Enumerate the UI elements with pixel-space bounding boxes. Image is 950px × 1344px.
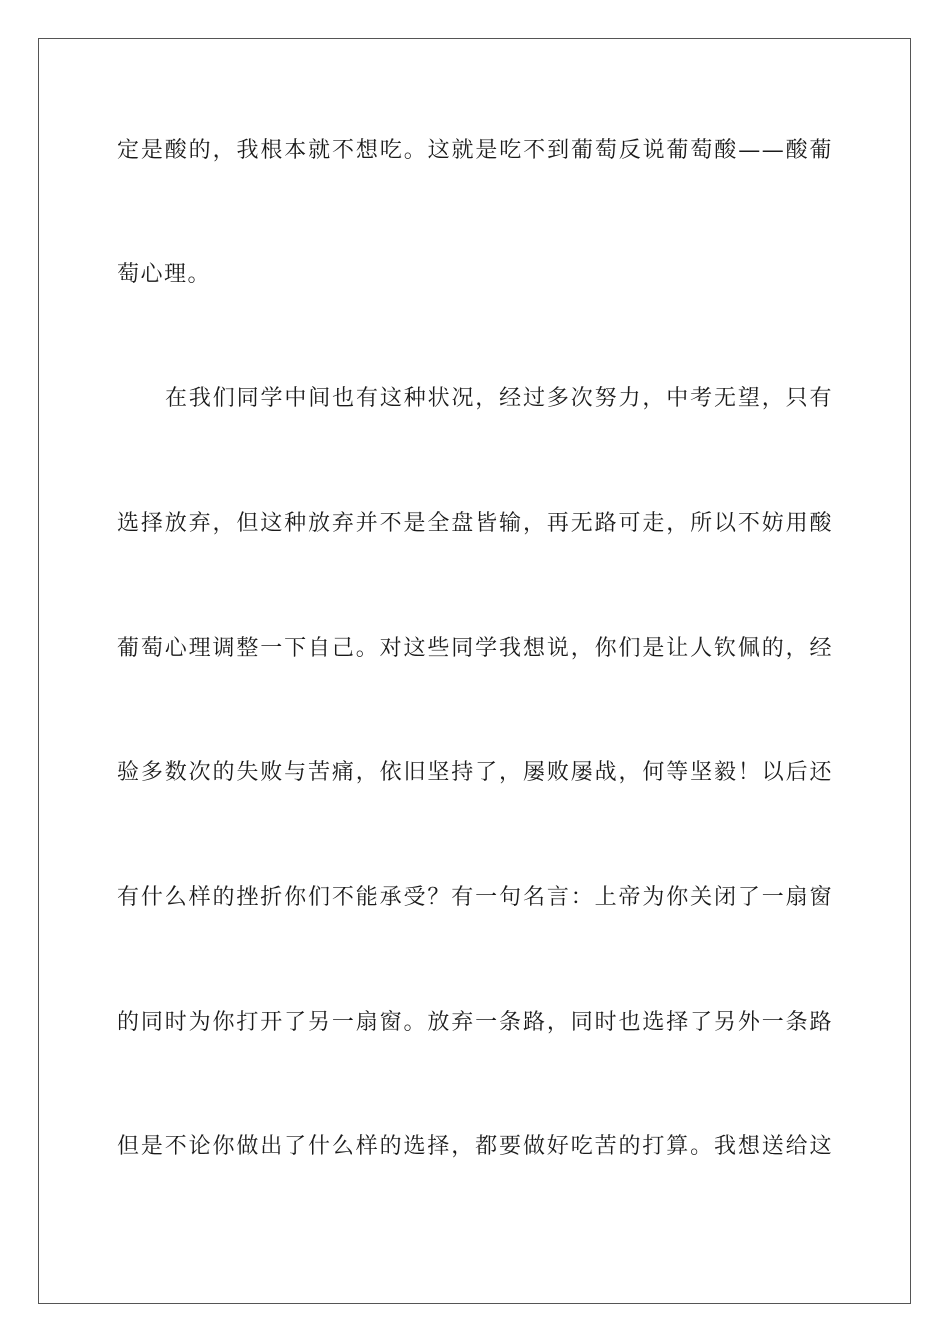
text-line-5: 葡萄心理调整一下自己。对这些同学我想说，你们是让人钦佩的，经 bbox=[117, 636, 833, 661]
text-line-4: 选择放弃，但这种放弃并不是全盘皆输，再无路可走，所以不妨用酸 bbox=[117, 511, 833, 536]
text-line-7: 有什么样的挫折你们不能承受？有一句名言：上帝为你关闭了一扇窗 bbox=[117, 885, 833, 910]
page-frame bbox=[38, 38, 911, 1304]
text-line-6: 验多数次的失败与苦痛，依旧坚持了，屡败屡战，何等坚毅！以后还 bbox=[117, 760, 833, 785]
text-line-9: 但是不论你做出了什么样的选择，都要做好吃苦的打算。我想送给这 bbox=[117, 1134, 833, 1159]
text-line-2: 萄心理。 bbox=[117, 262, 212, 287]
text-line-1: 定是酸的，我根本就不想吃。这就是吃不到葡萄反说葡萄酸——酸葡 bbox=[117, 138, 833, 163]
text-line-8: 的同时为你打开了另一扇窗。放弃一条路，同时也选择了另外一条路 bbox=[117, 1010, 833, 1035]
text-line-3: 在我们同学中间也有这种状况，经过多次努力，中考无望，只有 bbox=[165, 386, 833, 411]
